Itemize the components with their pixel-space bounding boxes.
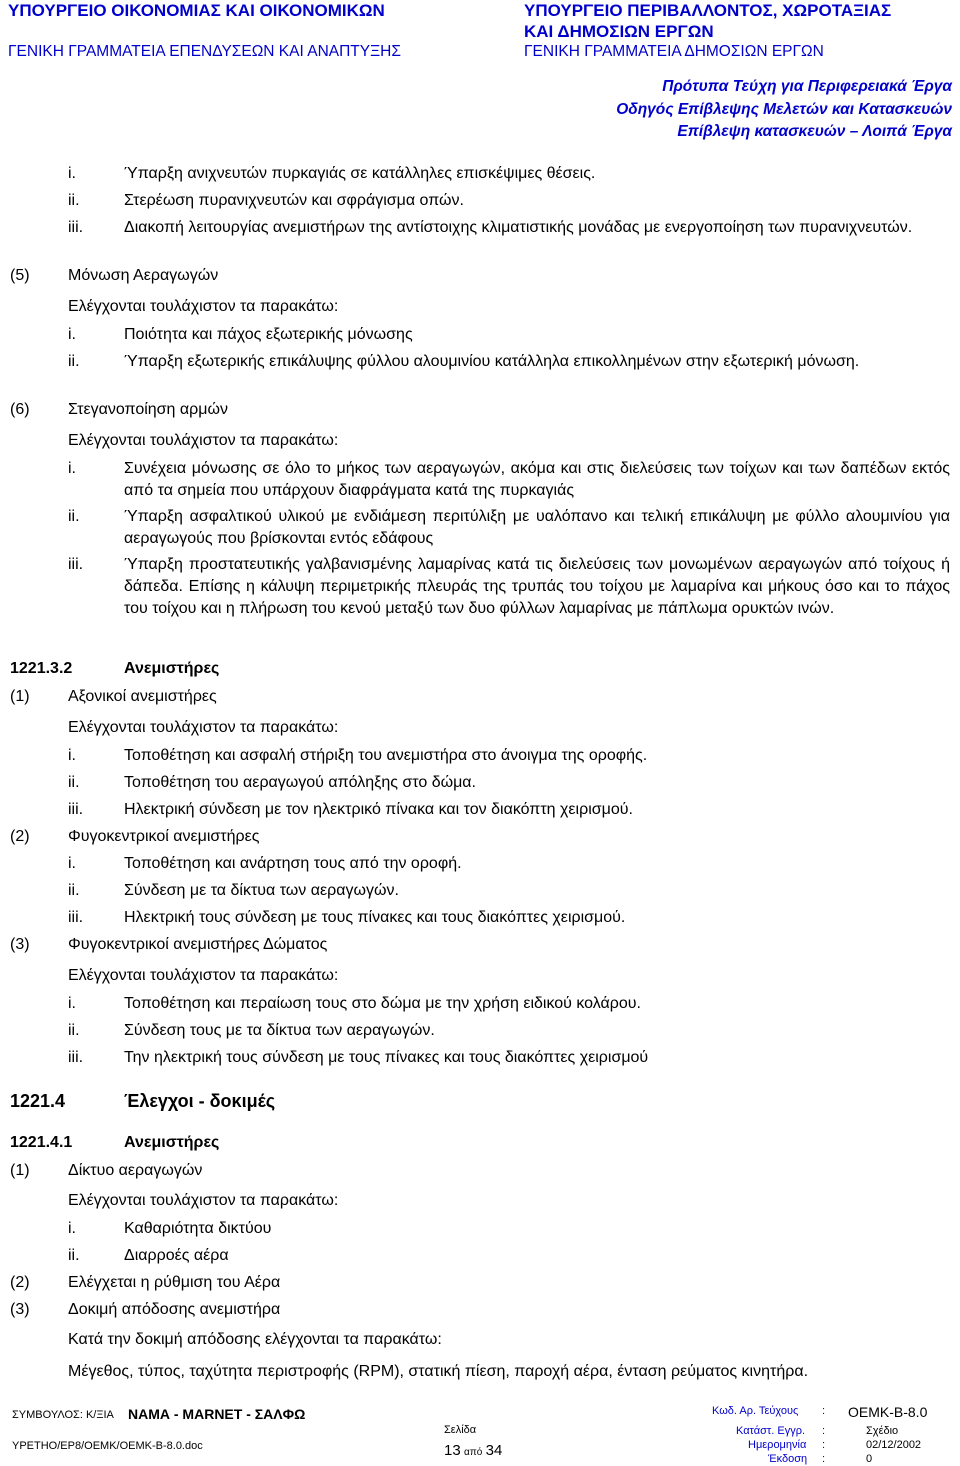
list-item: Ποιότητα και πάχος εξωτερικής μόνωσης <box>124 326 413 343</box>
list-item: Ύπαρξη ανιχνευτών πυρκαγιάς σε κατάλληλες επισκέψιμες θέσεις. <box>124 165 596 182</box>
heading-title: Ανεμιστήρες <box>124 1134 220 1151</box>
section-number: (2) <box>10 828 30 845</box>
page-number: 13 <box>444 1442 461 1459</box>
list-number: iii. <box>68 556 84 573</box>
code-value: ΟΕΜΚ-Β-8.0 <box>848 1404 928 1420</box>
footer-colon: : <box>822 1439 826 1451</box>
file-path: ΥΡΕΤΗΟ/ΕΡ8/ΟΕΜΚ/ΟΕΜΚ-Β-8.0.doc <box>12 1440 203 1452</box>
ministry-left-title: ΥΠΟΥΡΓΕΙΟ ΟΙΚΟΝΟΜΙΑΣ ΚΑΙ ΟΙΚΟΝΟΜΙΚΩΝ <box>8 1 385 20</box>
list-number: i. <box>68 165 76 182</box>
list-number: i. <box>68 326 76 343</box>
status-value: Σχέδιο <box>866 1425 899 1437</box>
list-number: i. <box>68 855 76 872</box>
footer-colon: : <box>822 1453 826 1465</box>
intro-text: Ελέγχονται τουλάχιστον τα παρακάτω: <box>68 298 339 315</box>
intro-text: Ελέγχονται τουλάχιστον τα παρακάτω: <box>68 967 339 984</box>
list-item: Την ηλεκτρική τους σύνδεση με τους πίνακες και τους διακόπτες χειρισμού <box>124 1049 649 1066</box>
date-value: 02/12/2002 <box>866 1439 922 1451</box>
edition-label: Έκδοση <box>768 1453 808 1465</box>
section-number: (1) <box>10 1162 30 1179</box>
list-number: ii. <box>68 1022 80 1039</box>
section-title: Στεγανοποίηση αρμών <box>68 401 228 418</box>
list-number: iii. <box>68 1049 84 1066</box>
ministry-right-subtitle: ΓΕΝΙΚΗ ΓΡΑΜΜΑΤΕΙΑ ΔΗΜΟΣΙΩΝ ΕΡΓΩΝ <box>524 43 824 60</box>
list-item: Ύπαρξη ασφαλτικού υλικού με ενδιάμεση περιτύλιξη με υαλόπανο και τελική επικάλυψη με φύλλο αλουμινίου για αεραγωγούς που βρίσκονται εντός εδάφους <box>124 508 950 547</box>
doc-title-line-3: Επίβλεψη κατασκευών – Λοιπά Έργα <box>677 123 952 140</box>
edition-value: 0 <box>866 1453 873 1465</box>
section-number: (6) <box>10 401 30 418</box>
list-item: Σύνδεση τους με τα δίκτυα των αεραγωγών. <box>124 1022 435 1039</box>
list-item: Τοποθέτηση και περαίωση τους στο δώμα με την χρήση ειδικού κολάρου. <box>124 995 641 1012</box>
heading-title: Ανεμιστήρες <box>124 660 220 677</box>
list-item: Συνέχεια μόνωσης σε όλο το μήκος των αεραγωγών, ακόμα και στις διελεύσεις των τοίχων και των δαπέδων εκτός από τα σημεία που υπάρχουν διαφράγματα κατά της πυρκαγιάς <box>124 460 950 499</box>
intro-text: Ελέγχονται τουλάχιστον τα παρακάτω: <box>68 719 339 736</box>
section-title: Δίκτυο αεραγωγών <box>68 1162 203 1179</box>
list-number: ii. <box>68 774 80 791</box>
list-item: Στερέωση πυρανιχνευτών και σφράγισμα οπών. <box>124 192 464 209</box>
list-item: Τοποθέτηση και ανάρτηση τους από την οροφή. <box>124 855 462 872</box>
section-number: (3) <box>10 936 30 953</box>
list-item: Σύνδεση με τα δίκτυα των αεραγωγών. <box>124 882 399 899</box>
section-number: (5) <box>10 267 30 284</box>
intro-text: Ελέγχονται τουλάχιστον τα παρακάτω: <box>68 1192 339 1209</box>
list-item: Ύπαρξη εξωτερικής επικάλυψης φύλλου αλουμινίου κατάλληλα επικολλημένων στην εξωτερική μόνωση. <box>124 353 860 370</box>
list-item: Διακοπή λειτουργίας ανεμιστήρων της αντίστοιχης κλιματιστικής μονάδας με ενεργοποίηση των πυρανιχνευτών. <box>124 219 913 236</box>
page-total: 34 <box>485 1442 503 1459</box>
list-number: i. <box>68 1220 76 1237</box>
list-number: ii. <box>68 192 80 209</box>
list-item: Τοποθέτηση και ασφαλή στήριξη του ανεμιστήρα στο άνοιγμα της οροφής. <box>124 747 648 764</box>
section-number: (1) <box>10 688 30 705</box>
status-label: Κατάστ. Εγγρ. <box>736 1425 806 1437</box>
paragraph: Μέγεθος, τύπος, ταχύτητα περιστροφής (RPM), στατική πίεση, παροχή αέρα, ένταση ρεύματος κινητήρα. <box>68 1363 809 1380</box>
list-number: i. <box>68 995 76 1012</box>
heading-number: 1221.3.2 <box>10 660 73 677</box>
section-title: Φυγοκεντρικοί ανεμιστήρες <box>68 828 260 845</box>
page-label: Σελίδα <box>444 1424 477 1436</box>
code-label: Κωδ. Αρ. Τεύχους <box>712 1405 799 1417</box>
list-number: iii. <box>68 219 84 236</box>
footer-colon: : <box>822 1425 826 1437</box>
ministry-right-title-2: ΚΑΙ ΔΗΜΟΣΙΩΝ ΕΡΓΩΝ <box>524 22 714 41</box>
section-title: Μόνωση Αεραγωγών <box>68 267 219 284</box>
section-number: (3) <box>10 1301 30 1318</box>
list-item: Καθαριότητα δικτύου <box>124 1220 272 1237</box>
intro-text: Ελέγχονται τουλάχιστον τα παρακάτω: <box>68 432 339 449</box>
section-title: Δοκιμή απόδοσης ανεμιστήρα <box>68 1301 281 1318</box>
list-item: Τοποθέτηση του αεραγωγού απόληξης στο δώμα. <box>124 774 476 791</box>
list-number: i. <box>68 460 76 477</box>
list-item: Διαρροές αέρα <box>124 1247 229 1264</box>
doc-title-line-2: Οδηγός Επίβλεψης Μελετών και Κατασκευών <box>616 101 952 118</box>
list-item: Ηλεκτρική τους σύνδεση με τους πίνακες και τους διακόπτες χειρισμού. <box>124 909 626 926</box>
heading-number: 1221.4 <box>10 1091 66 1111</box>
heading-title: Έλεγχοι - δοκιμές <box>124 1091 276 1111</box>
footer-colon: : <box>822 1405 826 1417</box>
list-item: Ηλεκτρική σύνδεση με τον ηλεκτρικό πίνακα και τον διακόπτη χειρισμού. <box>124 801 633 818</box>
list-number: iii. <box>68 801 84 818</box>
ministry-right-title-1: ΥΠΟΥΡΓΕΙΟ ΠΕΡΙΒΑΛΛΟΝΤΟΣ, ΧΩΡΟΤΑΞΙΑΣ <box>524 1 892 20</box>
intro-text: Κατά την δοκιμή απόδοσης ελέγχονται τα παρακάτω: <box>68 1331 442 1348</box>
list-number: ii. <box>68 508 80 525</box>
date-label: Ημερομηνία <box>748 1439 807 1451</box>
list-number: ii. <box>68 882 80 899</box>
section-title: Αξονικοί ανεμιστήρες <box>68 688 217 705</box>
list-number: ii. <box>68 353 80 370</box>
heading-number: 1221.4.1 <box>10 1134 73 1151</box>
list-number: iii. <box>68 909 84 926</box>
page-of: από <box>464 1447 483 1458</box>
list-number: ii. <box>68 1247 80 1264</box>
doc-title-line-1: Πρότυπα Τεύχη για Περιφερειακά Έργα <box>662 78 952 95</box>
consultant-label: ΣΥΜΒΟΥΛΟΣ: Κ/ΞΙΑ <box>12 1409 114 1421</box>
section-title: Ελέγχεται η ρύθμιση του Αέρα <box>68 1274 281 1291</box>
ministry-left-subtitle: ΓΕΝΙΚΗ ΓΡΑΜΜΑΤΕΙΑ ΕΠΕΝΔΥΣΕΩΝ ΚΑΙ ΑΝΑΠΤΥΞΗΣ <box>8 43 401 60</box>
section-title: Φυγοκεντρικοί ανεμιστήρες Δώματος <box>68 936 328 953</box>
consultant-name: ΝΑΜΑ - ΜΑRΝΕΤ - ΣΑΛΦΩ <box>128 1406 306 1422</box>
section-number: (2) <box>10 1274 30 1291</box>
list-number: i. <box>68 747 76 764</box>
list-item: Ύπαρξη προστατευτικής γαλβανισμένης λαμαρίνας κατά τις διελεύσεις των μονωμένων αεραγωγών από τοίχους ή δάπεδα. Επίσης η κάλυψη περιμετρικής πλευράς της τρυπάς του τοίχου με λαμαρίνα και μήκους όσο και το πάχος του τοίχου και η πλήρωση του κενού μεταξύ των δυο φύλλων λαμαρίνας με πάπλωμα ορυκτών ινών. <box>124 556 950 617</box>
